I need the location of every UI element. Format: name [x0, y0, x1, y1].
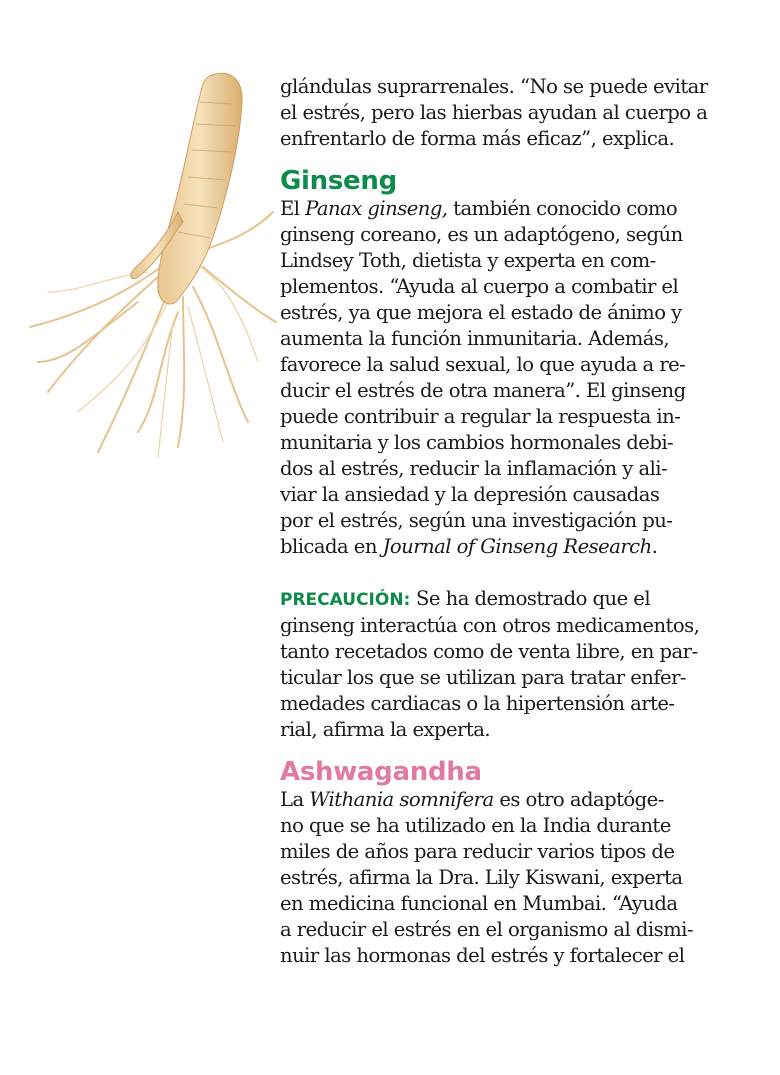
text-line: miles de años para reducir varios tipos de	[280, 840, 675, 863]
text-line: Lindsey Toth, dietista y experta en com-	[280, 249, 656, 272]
text-line: viar la ansiedad y la depresión causadas	[280, 483, 660, 506]
text-run: Se ha demostrado que el	[410, 587, 651, 610]
text-line: dos al estrés, reducir la inflamación y ali-	[280, 457, 668, 480]
text-line: enfrentarlo de forma más eficaz”, explica.	[280, 127, 675, 150]
ginseng-root-image	[18, 62, 280, 462]
intro-paragraph	[280, 74, 730, 152]
text-line: por el estrés, según una investigación pu-	[280, 509, 673, 532]
text-line	[280, 787, 730, 813]
text-line: plementos. “Ayuda al cuerpo a combatir el	[280, 275, 679, 298]
text-line: estrés, ya que mejora el estado de ánimo y	[280, 301, 682, 324]
text-line: en medicina funcional en Mumbai. “Ayuda	[280, 892, 678, 915]
text-line	[280, 196, 730, 222]
text-line: el estrés, pero las hierbas ayudan al cuerpo a	[280, 101, 708, 124]
text-line: ducir el estrés de otra manera”. El ginseng	[280, 379, 686, 402]
text-line	[280, 586, 730, 613]
ashwagandha-heading: Ashwagandha	[280, 757, 482, 787]
species-name: Panax ginseng,	[305, 197, 448, 220]
text-run: blicada en	[280, 535, 383, 558]
text-line: nuir las hormonas del estrés y fortalecer el	[280, 944, 685, 967]
text-line: estrés, afirma la Dra. Lily Kiswani, experta	[280, 866, 683, 889]
text-run: también conocido como	[447, 197, 678, 220]
text-line: puede contribuir a regular la respuesta in-	[280, 405, 681, 428]
text-line: no que se ha utilizado en la India durante	[280, 814, 671, 837]
text-line: ginseng interactúa con otros medicamentos,	[280, 614, 700, 637]
text-run: La	[280, 788, 310, 811]
journal-name: Journal of Ginseng Research	[382, 535, 652, 558]
ashwagandha-paragraph	[280, 787, 730, 969]
text-line: munitaria y los cambios hormonales debi-	[280, 431, 674, 454]
text-line: glándulas suprarrenales. “No se puede evitar	[280, 75, 708, 98]
text-run: El	[280, 197, 306, 220]
text-run: es otro adaptóge-	[493, 788, 664, 811]
text-line: favorece la salud sexual, lo que ayuda a re-	[280, 353, 686, 376]
caution-label: PRECAUCIÓN:	[280, 590, 411, 610]
text-line: ticular los que se utilizan para tratar enfer-	[280, 666, 686, 689]
text-line	[280, 534, 730, 560]
ginseng-heading: Ginseng	[280, 166, 397, 196]
text-line: a reducir el estrés en el organismo al dismi-	[280, 918, 693, 941]
caution-paragraph	[280, 586, 730, 743]
text-run: .	[651, 535, 658, 558]
ginseng-paragraph	[280, 196, 730, 560]
text-line: ginseng coreano, es un adaptógeno, según	[280, 223, 683, 246]
text-line: aumenta la función inmunitaria. Además,	[280, 327, 670, 350]
text-line: rial, afirma la experta.	[280, 718, 491, 741]
text-line: medades cardiacas o la hipertensión arte-	[280, 692, 675, 715]
article-column	[280, 74, 730, 969]
text-line: tanto recetados como de venta libre, en par-	[280, 640, 698, 663]
species-name: Withania somnifera	[309, 788, 494, 811]
